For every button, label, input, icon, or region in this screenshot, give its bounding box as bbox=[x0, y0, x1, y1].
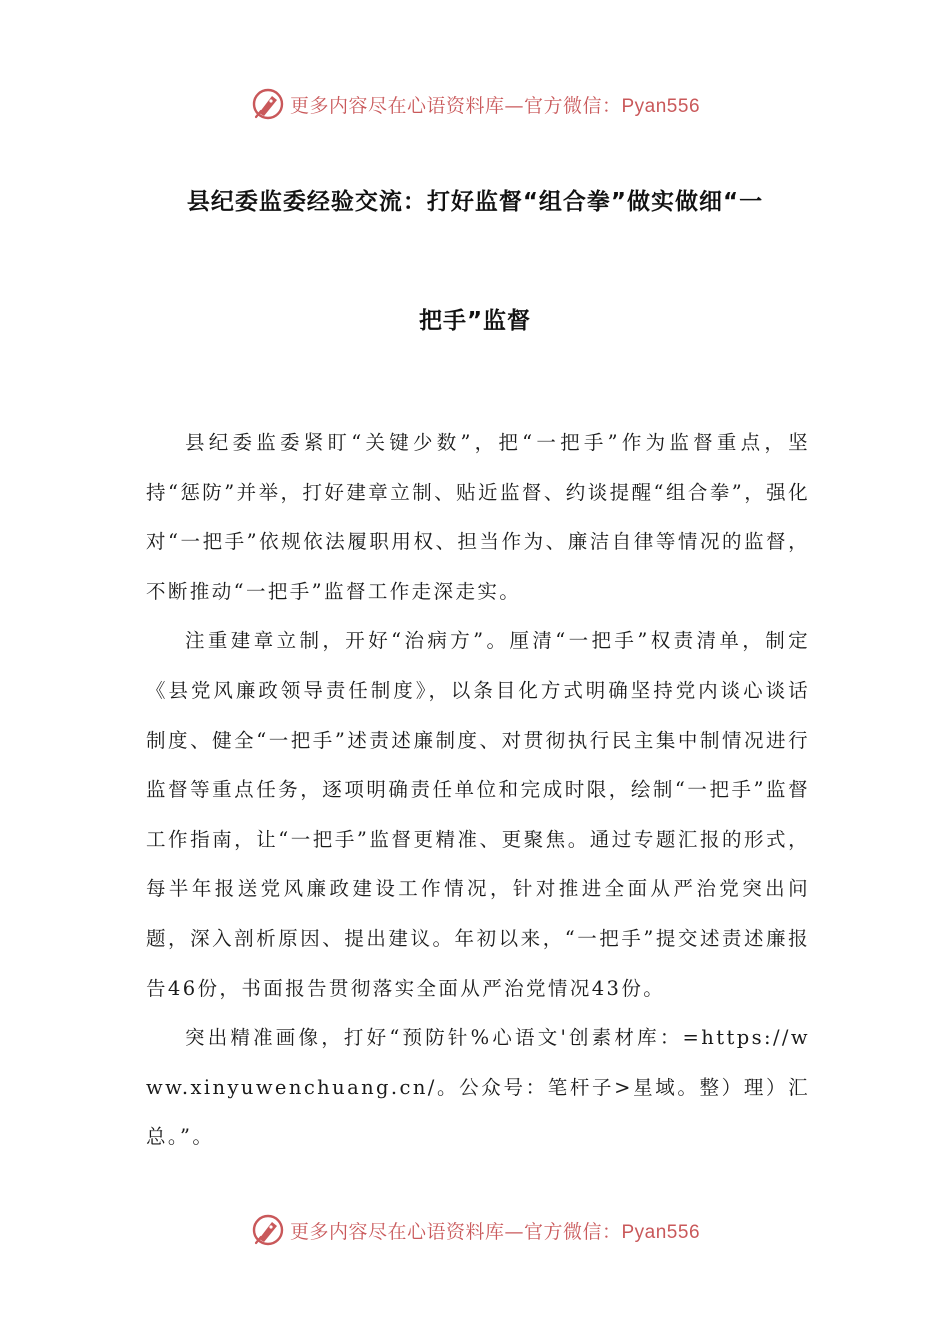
footer-wechat-handle: Pyan556 bbox=[621, 1221, 701, 1243]
pen-nib-logo-icon bbox=[250, 1212, 286, 1248]
footer-brand-text bbox=[290, 1217, 700, 1244]
header-brand-name: 更多内容尽在心语资料库 bbox=[289, 94, 505, 117]
document-title-line-2: 把手”监督 bbox=[418, 308, 532, 334]
document-body bbox=[146, 418, 810, 1162]
paragraph-3: 突出精准画像，打好“预防针%心语文'创素材库：=https://www.xinyuwenchuang.cn/。公众号：笔杆子>星域。整）理）汇总。”。 bbox=[146, 1026, 810, 1149]
header-wechat-handle: Pyan556 bbox=[621, 95, 701, 117]
footer-wechat-label: 官方微信： bbox=[523, 1220, 622, 1243]
paragraph-1: 县纪委监委紧盯“关键少数”，把“一把手”作为监督重点，坚持“惩防”并举，打好建章立制、贴近监督、约谈提醒“组合拳”，强化对“一把手”依规依法履职用权、担当作为、廉洁自律等情况的监督，不断推动“一把手”监督工作走深走实。 bbox=[146, 431, 810, 603]
header-brand-text bbox=[290, 91, 700, 118]
footer-separator: — bbox=[504, 1220, 524, 1243]
header-separator: — bbox=[504, 94, 524, 117]
footer-watermark bbox=[0, 1210, 950, 1250]
header-wechat-label: 官方微信： bbox=[523, 94, 622, 117]
pen-nib-logo-icon bbox=[250, 86, 286, 122]
footer-brand-name: 更多内容尽在心语资料库 bbox=[289, 1220, 505, 1243]
document-title-line-1: 县纪委监委经验交流：打好监督“组合拳”做实做细“一 bbox=[186, 189, 764, 215]
header-watermark bbox=[0, 84, 950, 124]
paragraph-2: 注重建章立制，开好“治病方”。厘清“一把手”权责清单，制定《县党风廉政领导责任制度》，以条目化方式明确坚持党内谈心谈话制度、健全“一把手”述责述廉制度、对贯彻执行民主集中制情况进行监督等重点任务，逐项明确责任单位和完成时限，绘制“一把手”监督工作指南，让“一把手”监督更精准、更聚焦。通过专题汇报的形式，每半年报送党风廉政建设工作情况，针对推进全面从严治党突出问题，深入剖析原因、提出建议。年初以来，“一把手”提交述责述廉报告46份，书面报告贯彻落实全面从严治党情况43份。 bbox=[146, 629, 810, 1000]
